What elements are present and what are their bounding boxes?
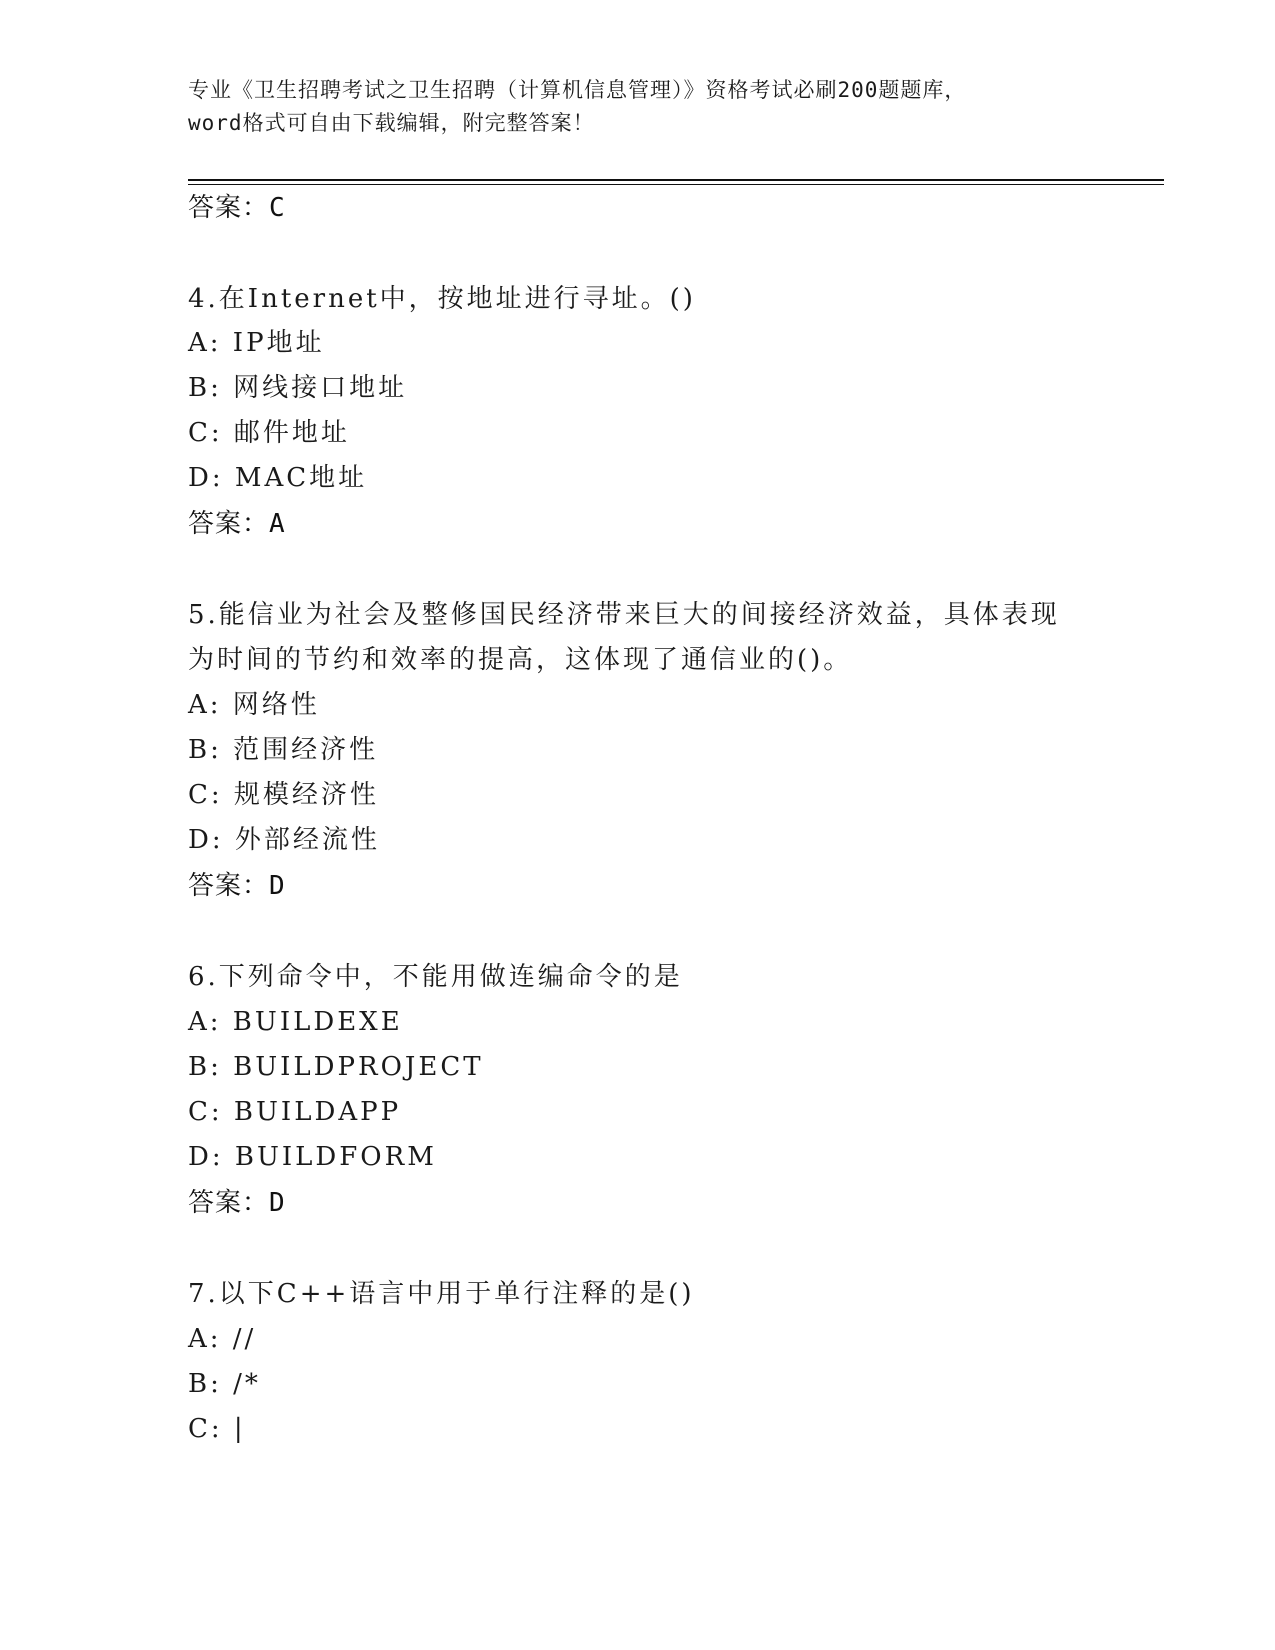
question-5-option-b: B: 范围经济性	[188, 735, 379, 765]
question-4-option-c: C: 邮件地址	[188, 418, 350, 448]
question-5-stem-line-2: 为时间的节约和效率的提高，这体现了通信业的()。	[188, 645, 853, 675]
question-4-option-a: A: IP地址	[188, 328, 325, 358]
question-4-option-d: D: MAC地址	[188, 463, 368, 493]
question-5-option-d: D: 外部经流性	[188, 825, 380, 855]
question-4-option-b: B: 网线接口地址	[188, 373, 408, 403]
question-7-option-a: A: //	[188, 1324, 257, 1354]
question-7-option-c: C: |	[188, 1414, 246, 1444]
question-5-option-a: A: 网络性	[188, 690, 320, 720]
answer-q4: 答案：A	[188, 509, 286, 539]
question-6-stem: 6.下列命令中，不能用做连编命令的是	[188, 962, 683, 992]
answer-q6: 答案：D	[188, 1188, 286, 1218]
header-divider-thick	[188, 179, 1164, 181]
question-6-option-a: A: BUILDEXE	[188, 1007, 403, 1037]
question-6-option-b: B: BUILDPROJECT	[188, 1052, 484, 1082]
header-line-1: 专业《卫生招聘考试之卫生招聘（计算机信息管理）》资格考试必刷200题题库，	[188, 78, 967, 102]
answer-q5: 答案：D	[188, 871, 286, 901]
header-divider-thin	[188, 184, 1164, 185]
question-6-option-c: C: BUILDAPP	[188, 1097, 402, 1127]
answer-q3: 答案：C	[188, 193, 286, 223]
question-4-stem: 4.在Internet中，按地址进行寻址。()	[188, 284, 696, 314]
question-7-option-b: B: /*	[188, 1369, 261, 1399]
question-6-option-d: D: BUILDFORM	[188, 1142, 437, 1172]
question-5-option-c: C: 规模经济性	[188, 780, 379, 810]
question-5-stem-line-1: 5.能信业为社会及整修国民经济带来巨大的间接经济效益，具体表现	[188, 600, 1060, 630]
header-line-2: word格式可自由下载编辑，附完整答案！	[188, 111, 595, 135]
question-7-stem: 7.以下C++语言中用于单行注释的是()	[188, 1279, 695, 1309]
document-header	[188, 74, 1088, 140]
